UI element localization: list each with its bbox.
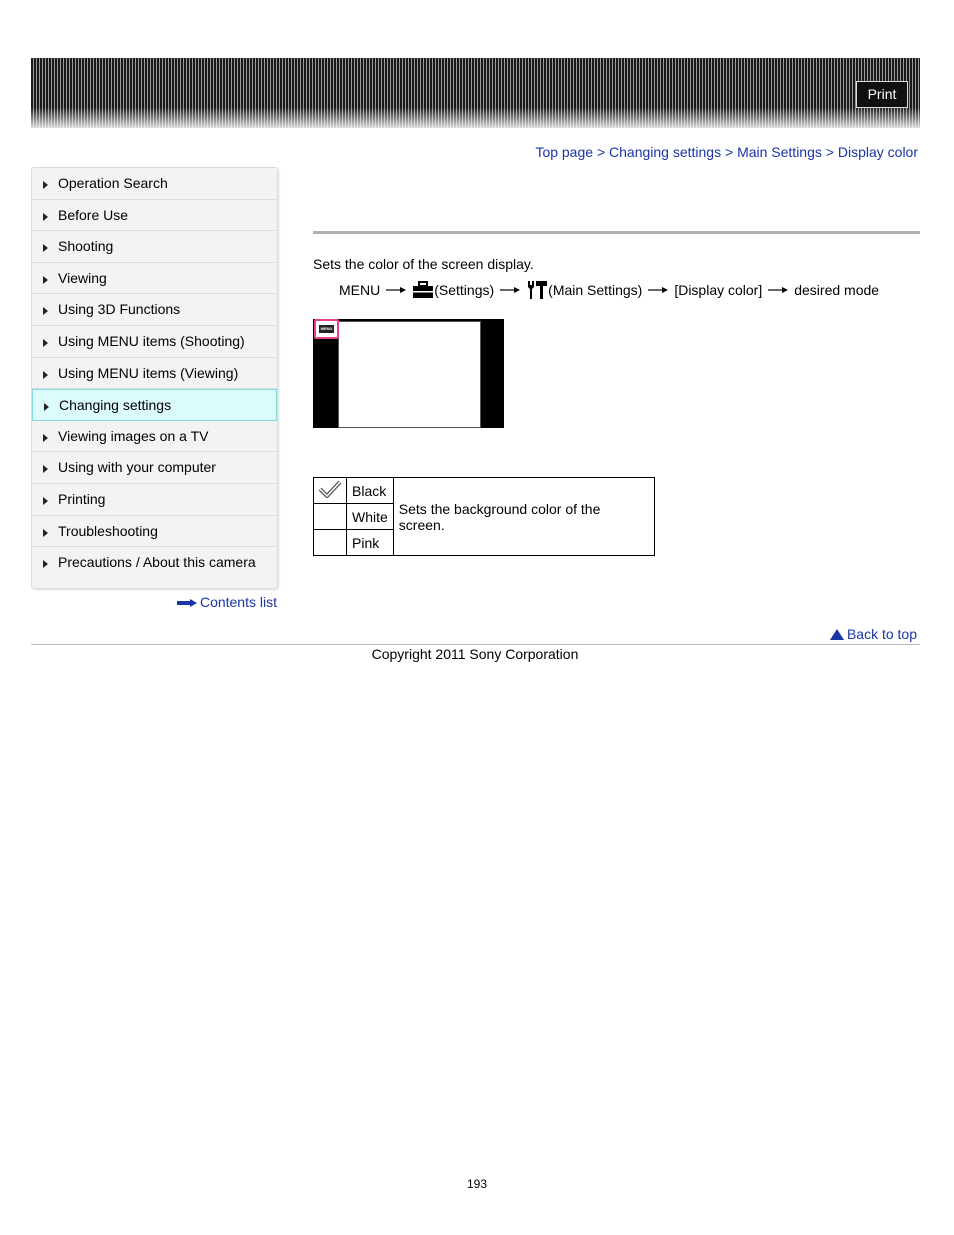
sidebar-item-label: Using with your computer	[58, 459, 216, 476]
mode-white: White	[347, 504, 394, 530]
sidebar-item-label: Changing settings	[59, 397, 172, 414]
path-settings: (Settings)	[434, 282, 495, 298]
screen-illustration	[313, 319, 504, 428]
path-desired-mode: desired mode	[794, 282, 880, 298]
triangle-right-icon	[43, 371, 48, 379]
check-cell	[314, 504, 347, 530]
breadcrumb-separator: >	[825, 144, 834, 160]
back-to-top-label: Back to top	[846, 626, 917, 642]
sidebar-item-label: Using MENU items (Viewing)	[58, 364, 239, 381]
check-cell	[314, 478, 347, 504]
triangle-right-icon	[43, 529, 48, 537]
triangle-right-icon	[43, 434, 48, 442]
back-to-top-link[interactable]	[830, 626, 917, 642]
sidebar-item-precautions[interactable]	[32, 547, 277, 579]
arrow-right-icon	[768, 286, 788, 294]
sidebar-item-computer[interactable]	[32, 452, 277, 484]
sidebar-item-label: Operation Search	[58, 175, 168, 191]
sidebar-nav	[31, 167, 278, 589]
sidebar-item-label: Using MENU items (Shooting)	[58, 332, 245, 349]
display-color-table	[313, 477, 655, 556]
breadcrumb-separator: >	[724, 144, 734, 160]
path-display-color: [Display color]	[674, 282, 763, 298]
sidebar-item-label: Viewing	[58, 269, 107, 286]
triangle-right-icon	[43, 339, 48, 347]
sidebar-item-before-use[interactable]	[32, 200, 277, 232]
triangle-right-icon	[43, 244, 48, 252]
arrow-right-icon	[386, 286, 406, 294]
triangle-right-icon	[43, 497, 48, 505]
breadcrumb-changing-settings[interactable]: Changing settings	[609, 144, 722, 160]
triangle-right-icon	[43, 276, 48, 284]
mode-pink: Pink	[347, 530, 394, 556]
triangle-right-icon	[44, 403, 49, 411]
breadcrumb-separator: >	[596, 144, 606, 160]
sidebar-item-troubleshooting[interactable]	[32, 516, 277, 548]
menu-path	[339, 278, 879, 302]
sidebar-item-operation-search[interactable]	[32, 168, 277, 200]
footer-divider	[31, 644, 920, 645]
sidebar-item-printing[interactable]	[32, 484, 277, 516]
triangle-right-icon	[43, 213, 48, 221]
sidebar-item-menu-viewing[interactable]	[32, 358, 277, 390]
triangle-right-icon	[43, 181, 48, 189]
triangle-right-icon	[43, 465, 48, 473]
mode-black: Black	[347, 478, 394, 504]
sidebar-item-label: Printing	[58, 490, 106, 507]
sidebar-item-menu-shooting[interactable]	[32, 326, 277, 358]
sidebar-item-label: Precautions / About this camera	[58, 554, 256, 571]
table-row	[314, 478, 655, 504]
sidebar-item-label: Using 3D Functions	[58, 301, 181, 318]
arrow-right-icon	[648, 286, 668, 294]
breadcrumb-main-settings[interactable]: Main Settings	[737, 144, 822, 160]
breadcrumb-display-color[interactable]: Display color	[837, 144, 918, 160]
wrench-hammer-icon	[526, 280, 548, 300]
sidebar-item-viewing-tv[interactable]	[32, 421, 277, 453]
contents-list-label: Contents list	[199, 594, 277, 610]
arrow-right-icon	[500, 286, 520, 294]
sidebar-item-label: Before Use	[58, 206, 129, 223]
path-menu: MENU	[339, 282, 381, 298]
triangle-up-icon	[830, 629, 844, 640]
path-main-settings: (Main Settings)	[548, 282, 643, 298]
print-button[interactable]: Print	[856, 81, 908, 108]
sidebar-item-changing-settings[interactable]	[32, 389, 277, 421]
sidebar-item-label: Viewing images on a TV	[58, 427, 209, 444]
sidebar-item-label: Shooting	[58, 238, 114, 255]
arrow-right-icon	[177, 599, 197, 607]
copyright-text: Copyright 2011 Sony Corporation	[371, 646, 579, 662]
screen-display-area	[338, 321, 481, 428]
page-description: Sets the color of the screen display.	[313, 256, 534, 272]
checkmark-icon	[319, 480, 341, 498]
menu-badge-text: MENU	[320, 326, 333, 331]
sidebar-item-shooting[interactable]	[32, 231, 277, 263]
mode-description: Sets the background color of the screen.	[393, 478, 654, 556]
menu-button-icon	[314, 319, 339, 339]
triangle-right-icon	[43, 307, 48, 315]
sidebar-item-viewing[interactable]	[32, 263, 277, 295]
check-cell	[314, 530, 347, 556]
breadcrumb-top-page[interactable]: Top page	[535, 144, 594, 160]
triangle-right-icon	[43, 560, 48, 568]
sidebar-item-label: Troubleshooting	[58, 522, 158, 539]
sidebar-item-3d-functions[interactable]	[32, 294, 277, 326]
page-number: 193	[466, 1177, 488, 1191]
toolbox-icon	[412, 281, 434, 299]
breadcrumb	[535, 144, 918, 160]
header-banner	[31, 58, 920, 128]
title-divider	[313, 231, 920, 234]
contents-list-link[interactable]	[177, 594, 277, 610]
